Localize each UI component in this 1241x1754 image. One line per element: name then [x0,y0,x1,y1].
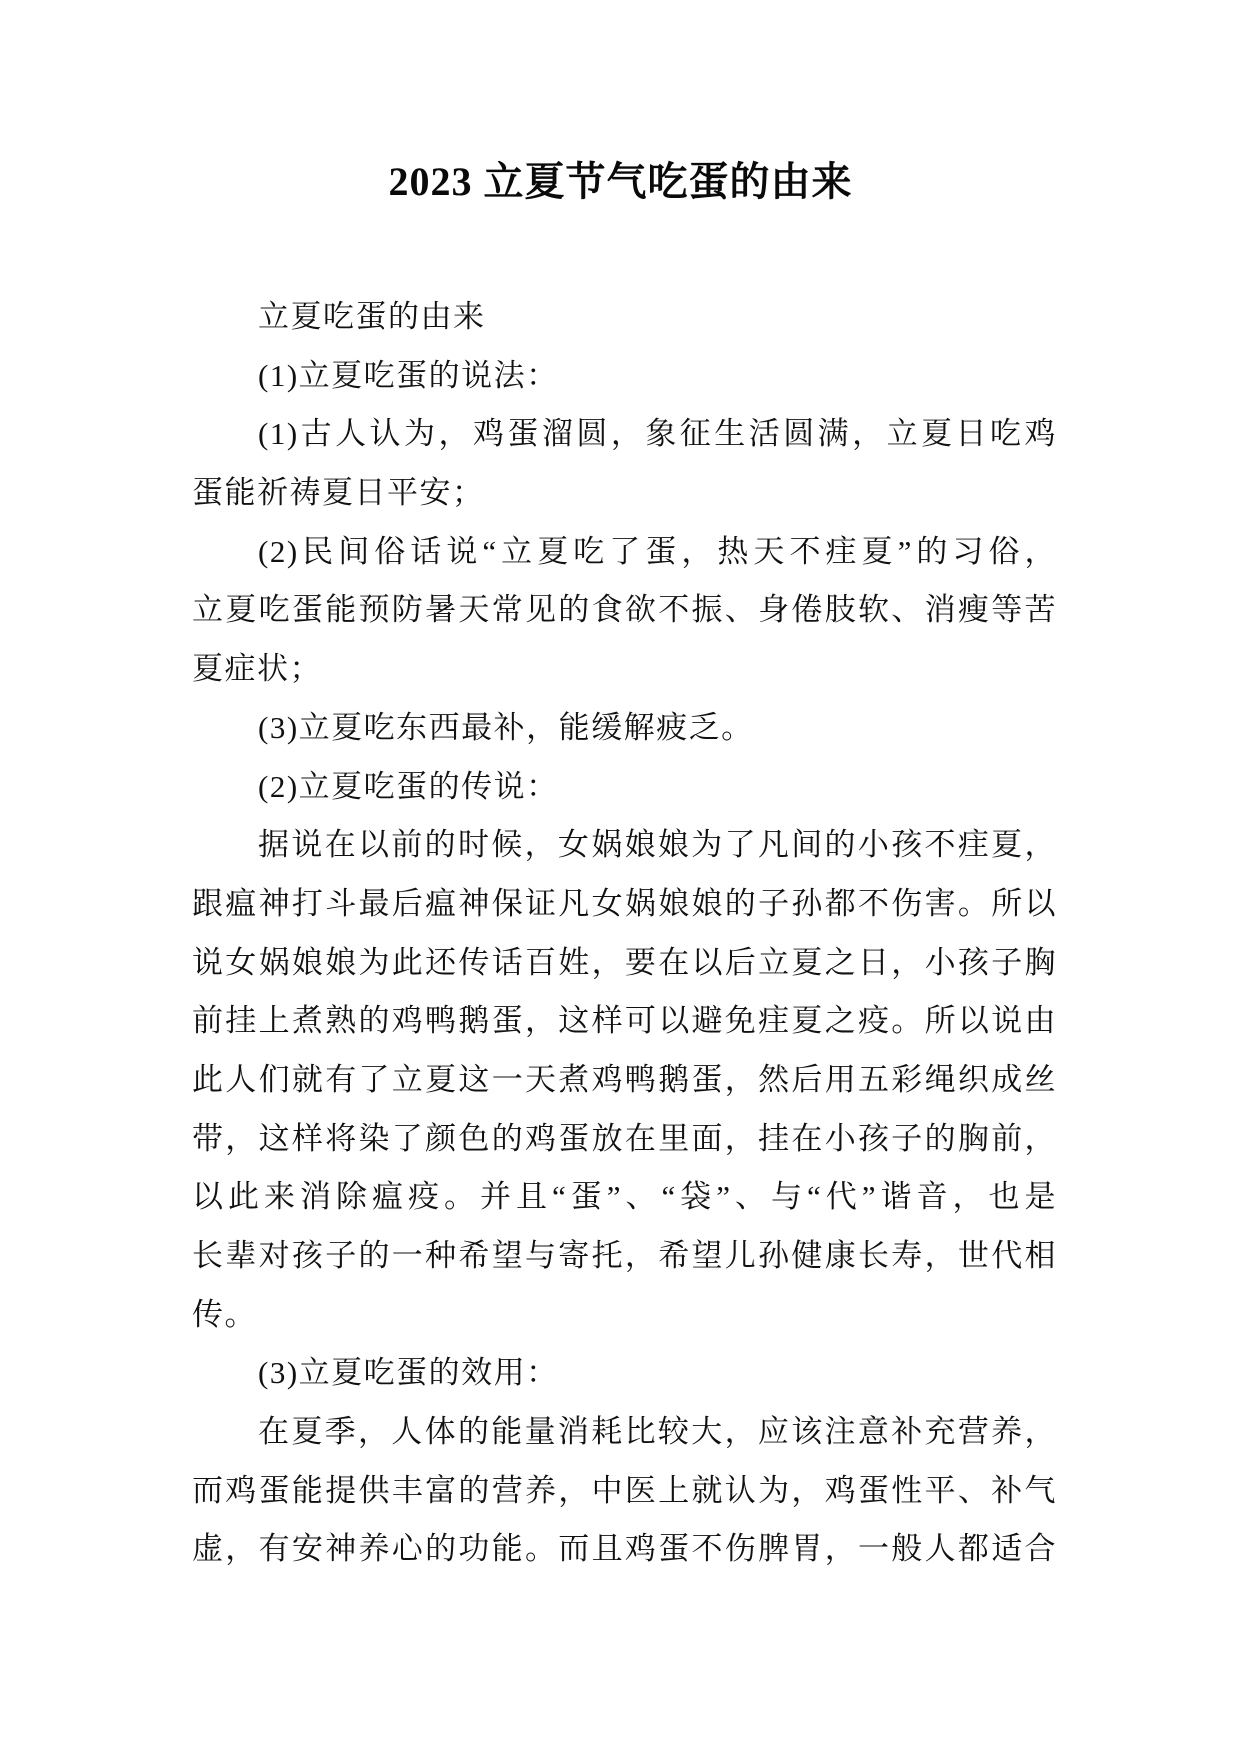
text-line: 以此来消除瘟疫。并且“蛋”、“袋”、与“代”谐音，也是 [192,1179,1057,1215]
text-line: 长辈对孩子的一种希望与寄托，希望儿孙健康长寿，世代相 [192,1238,1057,1273]
paragraph [192,1344,1057,1403]
text-line: 据说在以前的时候，女娲娘娘为了凡间的小孩不疰夏， [258,827,1057,863]
paragraph [192,758,1057,817]
text-line: (2)立夏吃蛋的传说： [258,768,559,804]
paragraph [192,523,1057,699]
text-line: 在夏季，人体的能量消耗比较大，应该注意补充营养， [258,1414,1057,1450]
text-line: 夏症状； [192,651,322,687]
text-line: 说女娲娘娘为此还传话百姓，要在以后立夏之日，小孩子胸 [192,944,1057,980]
text-line: (1)立夏吃蛋的说法： [258,357,559,393]
paragraph [192,405,1057,522]
text-line: (2)民间俗话说“立夏吃了蛋，热天不疰夏”的习俗， [258,533,1057,569]
paragraph [192,347,1057,406]
text-line: 此人们就有了立夏这一天煮鸡鸭鹅蛋，然后用五彩绳织成丝 [192,1061,1057,1097]
text-line: 立夏吃蛋能预防暑天常见的食欲不振、身倦肢软、消瘦等苦 [192,592,1057,628]
paragraph [192,816,1057,1344]
text-line: (1)古人认为，鸡蛋溜圆，象征生活圆满，立夏日吃鸡 [258,416,1057,452]
text-line: 前挂上煮熟的鸡鸭鹅蛋，这样可以避免疰夏之疫。所以说由 [192,1003,1057,1039]
document-body [192,288,1057,1579]
text-line: 带，这样将染了颜色的鸡蛋放在里面，挂在小孩子的胸前， [192,1120,1057,1156]
text-line: 虚，有安神养心的功能。而且鸡蛋不伤脾胃，一般人都适合 [192,1531,1057,1567]
document-title: 2023 立夏节气吃蛋的由来 [388,159,853,204]
text-line: (3)立夏吃东西最补，能缓解疲乏。 [258,709,754,745]
paragraph [192,699,1057,758]
text-line: 蛋能祈祷夏日平安； [192,475,485,511]
text-line: 而鸡蛋能提供丰富的营养，中医上就认为，鸡蛋性平、补气 [192,1472,1057,1508]
paragraph [192,288,1057,347]
text-line: 立夏吃蛋的由来 [258,299,486,334]
text-line: 跟瘟神打斗最后瘟神保证凡女娲娘娘的子孙都不伤害。所以 [192,885,1057,921]
text-line: (3)立夏吃蛋的效用： [258,1355,559,1391]
paragraph [192,1403,1057,1579]
text-line: 传。 [192,1296,257,1332]
